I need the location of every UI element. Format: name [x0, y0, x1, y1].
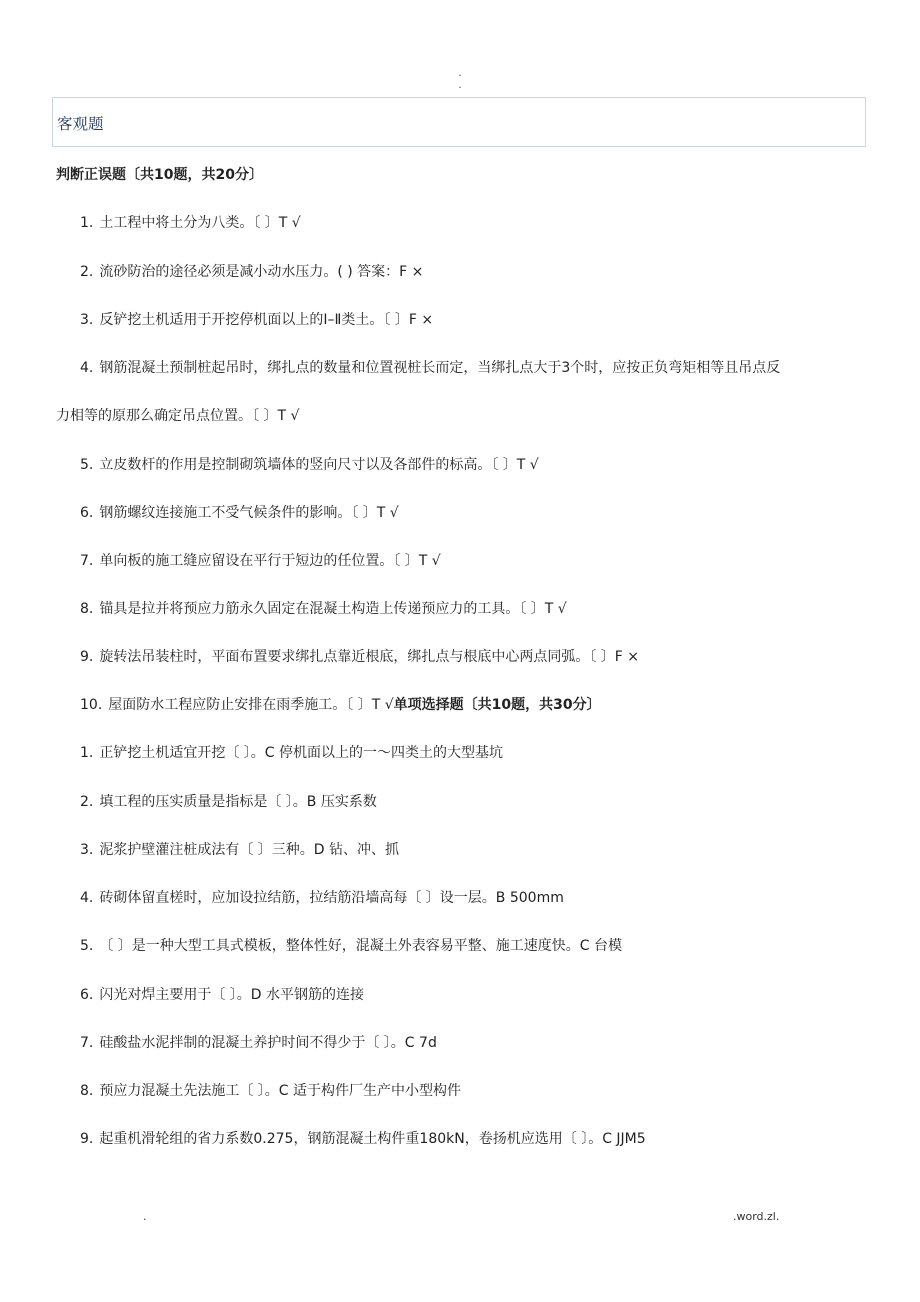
mc-item-7-text: 硅酸盐水泥拌制的混凝土养护时间不得少于〔 〕。C 7d [99, 1035, 437, 1051]
mc-item-6-num: 6. [80, 987, 94, 1003]
tf-item-9-num: 9. [80, 649, 94, 665]
mc-item-7-num: 7. [80, 1035, 94, 1051]
tf-item-3 [80, 311, 433, 329]
mc-item-9-num: 9. [80, 1131, 94, 1147]
tf-item-7-text: 单向板的施工缝应留设在平行于短边的任位置。〔 〕T √ [99, 553, 441, 569]
tf-item-5-num: 5. [80, 457, 94, 473]
footer-right: .word.zl. [733, 1210, 780, 1223]
mc-item-5-text: 〔 〕是一种大型工具式模板，整体性好，混凝土外表容易平整、施工速度快。C 台模 [99, 938, 623, 954]
mc-item-2-text: 填工程的压实质量是指标是〔 〕。B 压实系数 [99, 794, 377, 810]
mc-item-3-num: 3. [80, 842, 94, 858]
mc-item-9-text: 起重机滑轮组的省力系数0.275，钢筋混凝土构件重180kN，卷扬机应选用〔 〕。C JJM5 [99, 1131, 646, 1147]
mc-item-8 [80, 1082, 461, 1100]
mc-item-6-text: 闪光对焊主要用于〔 〕。D 水平钢筋的连接 [99, 987, 365, 1003]
tf-item-2-text: 流砂防治的途径必须是减小动水压力。( ) 答案：F × [99, 264, 424, 280]
tf-item-5 [80, 456, 539, 474]
mc-item-3-text: 泥浆护壁灌注桩成法有〔 〕三种。D 钻、冲、抓 [99, 842, 400, 858]
tf-item-10-num: 10. [80, 697, 103, 713]
tf-item-9 [80, 648, 639, 666]
tf-item-4-num: 4. [80, 360, 94, 376]
tf-item-6-num: 6. [80, 505, 94, 521]
mc-section-heading: 单项选择题〔共10题，共30分〕 [393, 697, 601, 713]
mc-item-2-num: 2. [80, 794, 94, 810]
mc-item-5-num: 5. [80, 938, 94, 954]
mc-item-1-num: 1. [80, 745, 94, 761]
tf-item-8-num: 8. [80, 601, 94, 617]
section-heading-box [52, 97, 866, 147]
tf-item-1-num: 1. [80, 215, 94, 231]
mc-item-4-num: 4. [80, 890, 94, 906]
tf-item-8-text: 锚具是拉并将预应力筋永久固定在混凝土构造上传递预应力的工具。〔 〕T √ [99, 601, 567, 617]
tf-item-9-text: 旋转法吊装柱时，平面布置要求绑扎点靠近根底，绑扎点与根底中心两点同弧。〔 〕F × [99, 649, 640, 665]
header-dot-2: . [458, 80, 462, 91]
tf-section-heading: 判断正误题〔共10题，共20分〕 [56, 167, 263, 183]
tf-item-7 [80, 552, 441, 570]
mc-item-8-text: 预应力混凝土先法施工〔 〕。C 适于构件厂生产中小型构件 [99, 1083, 462, 1099]
tf-item-2 [80, 263, 423, 281]
mc-item-9 [80, 1130, 646, 1148]
section-title: 客观题 [57, 115, 104, 133]
tf-item-10 [80, 696, 601, 714]
mc-item-1 [80, 744, 503, 762]
tf-item-2-num: 2. [80, 264, 94, 280]
tf-item-1 [80, 214, 301, 232]
mc-item-4 [80, 889, 564, 907]
tf-item-4-text: 钢筋混凝土预制桩起吊时，绑扎点的数量和位置视桩长而定，当绑扎点大于3个时，应按正负弯矩相等且吊点反 [99, 360, 781, 376]
header-dots [455, 68, 465, 92]
mc-item-8-num: 8. [80, 1083, 94, 1099]
tf-item-4 [80, 359, 780, 377]
tf-item-8 [80, 600, 567, 618]
mc-item-3 [80, 841, 399, 859]
mc-item-1-text: 正铲挖土机适宜开挖〔 〕。C 停机面以上的一～四类土的大型基坑 [99, 745, 504, 761]
tf-item-1-text: 土工程中将土分为八类。〔 〕T √ [99, 215, 301, 231]
tf-item-10-text: 屋面防水工程应防止安排在雨季施工。〔 〕T √ [108, 697, 394, 713]
tf-item-7-num: 7. [80, 553, 94, 569]
tf-item-3-num: 3. [80, 312, 94, 328]
mc-item-6 [80, 986, 364, 1004]
mc-item-5 [80, 937, 622, 955]
tf-item-6 [80, 504, 399, 522]
mc-item-7 [80, 1034, 437, 1052]
footer-left: . [143, 1210, 147, 1223]
mc-item-2 [80, 793, 377, 811]
tf-item-5-text: 立皮数杆的作用是控制砌筑墙体的竖向尺寸以及各部件的标高。〔 〕T √ [99, 457, 539, 473]
header-dot-1: . [458, 68, 462, 79]
tf-item-3-text: 反铲挖土机适用于开挖停机面以上的Ⅰ–Ⅱ类土。〔 〕F × [99, 312, 434, 328]
tf-item-6-text: 钢筋螺纹连接施工不受气候条件的影响。〔 〕T √ [99, 505, 399, 521]
mc-item-4-text: 砖砌体留直槎时，应加设拉结筋，拉结筋沿墙高每〔 〕设一层。B 500mm [99, 890, 564, 906]
tf-item-4-continuation: 力相等的原那么确定吊点位置。〔 〕T √ [56, 408, 300, 424]
